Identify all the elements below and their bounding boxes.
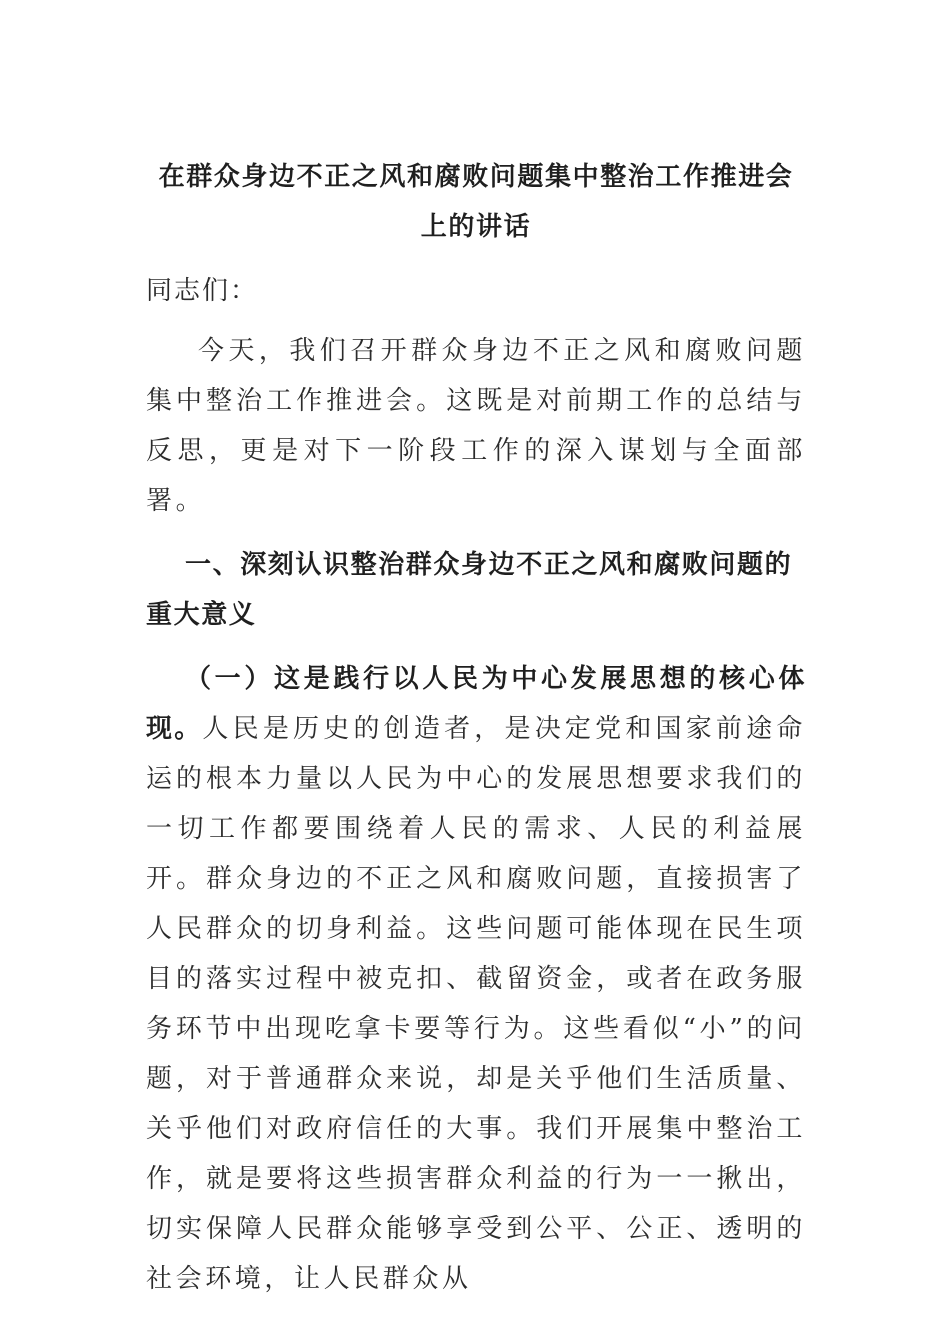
salutation: 同志们： bbox=[146, 276, 259, 306]
subsection-text: 人民是历史的创造者，是决定党和国家前途命运的根本力量以人民为中心的发展思想要求我们的一切工作都要围绕着人民的需求、人民的利益展开。群众身边的不正之风和腐败问题，直接损害了人民群众的切身利益。这些问题可能体现在民生项目的落实过程中被克扣、截留资金，或者在政务服务环节中出现吃拿卡要等行为。这些看似“小”的问题，对于普通群众来说，却是关乎他们生活质量、关乎他们对政府信任的大事。我们开展集中整治工作，就是要将这些损害群众利益的行为一一揪出，切实保障人民群众能够享受到公平、公正、透明的社会环境，让人民群众从 bbox=[146, 714, 806, 1294]
document-body bbox=[146, 152, 806, 1304]
document-title: 在群众身边不正之风和腐败问题集中整治工作推进会上的讲话 bbox=[158, 162, 794, 242]
subsection-paragraph bbox=[146, 654, 806, 1304]
section-heading: 一、深刻认识整治群众身边不正之风和腐败问题的重大意义 bbox=[146, 550, 793, 630]
subsection-heading: （一）这是践行以人民为中心发展思想的核心体现。 bbox=[146, 664, 806, 744]
intro-paragraph: 今天，我们召开群众身边不正之风和腐败问题集中整治工作推进会。这既是对前期工作的总结与反思，更是对下一阶段工作的深入谋划与全面部署。 bbox=[146, 336, 806, 516]
